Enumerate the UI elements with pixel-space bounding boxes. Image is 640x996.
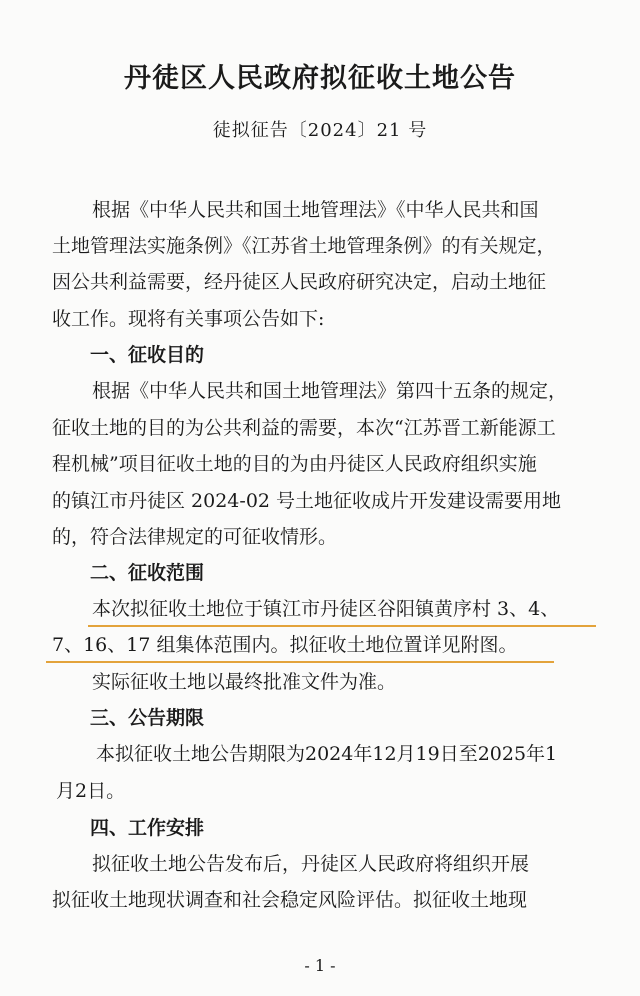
body-line: 实际征收土地以最终批准文件为准。 bbox=[92, 671, 397, 693]
highlight-underline bbox=[46, 661, 554, 663]
page-number: - 1 - bbox=[304, 956, 336, 975]
body-line: 根据《中华人民共和国土地管理法》第四十五条的规定， bbox=[92, 380, 568, 402]
body-line: 拟征收土地公告发布后，丹徒区人民政府将组织开展 bbox=[92, 853, 530, 875]
body-line: 的镇江市丹徒区 2024-02 号土地征收成片开发建设需要用地 bbox=[52, 490, 562, 512]
body-line: 根据《中华人民共和国土地管理法》《中华人民共和国 bbox=[92, 199, 539, 221]
highlight-underline bbox=[88, 625, 596, 627]
body-line-highlighted: 7、16、17 组集体范围内。拟征收土地位置详见附图。 bbox=[52, 634, 518, 656]
section-heading: 二、征收范围 bbox=[90, 562, 205, 584]
body-line: 月2日。 bbox=[56, 780, 126, 802]
body-line: 征收土地的目的为公共利益的需要，本次“江苏晋工新能源工 bbox=[52, 417, 556, 439]
body-line: 本拟征收土地公告期限为2024年12月19日至2025年1 bbox=[96, 743, 558, 765]
section-heading: 三、公告期限 bbox=[90, 707, 205, 729]
body-line: 的，符合法律规定的可征收情形。 bbox=[52, 526, 338, 548]
body-line: 收工作。现将有关事项公告如下: bbox=[52, 308, 325, 330]
body-line: 土地管理法实施条例》《江苏省土地管理条例》的有关规定， bbox=[52, 235, 556, 257]
section-heading: 四、工作安排 bbox=[90, 817, 205, 839]
body-line: 因公共利益需要，经丹徒区人民政府研究决定，启动土地征 bbox=[52, 271, 547, 293]
section-heading: 一、征收目的 bbox=[90, 344, 205, 366]
body-line: 拟征收土地现状调查和社会稳定风险评估。拟征收土地现 bbox=[52, 889, 528, 911]
body-line-highlighted: 本次拟征收土地位于镇江市丹徒区谷阳镇黄序村 3、4、 bbox=[92, 598, 560, 620]
document-number: 徒拟征告〔2024〕21 号 bbox=[212, 120, 428, 141]
body-line: 程机械”项目征收土地的目的为由丹徒区人民政府组织实施 bbox=[52, 453, 537, 475]
page-title: 丹徒区人民政府拟征收土地公告 bbox=[124, 63, 516, 94]
